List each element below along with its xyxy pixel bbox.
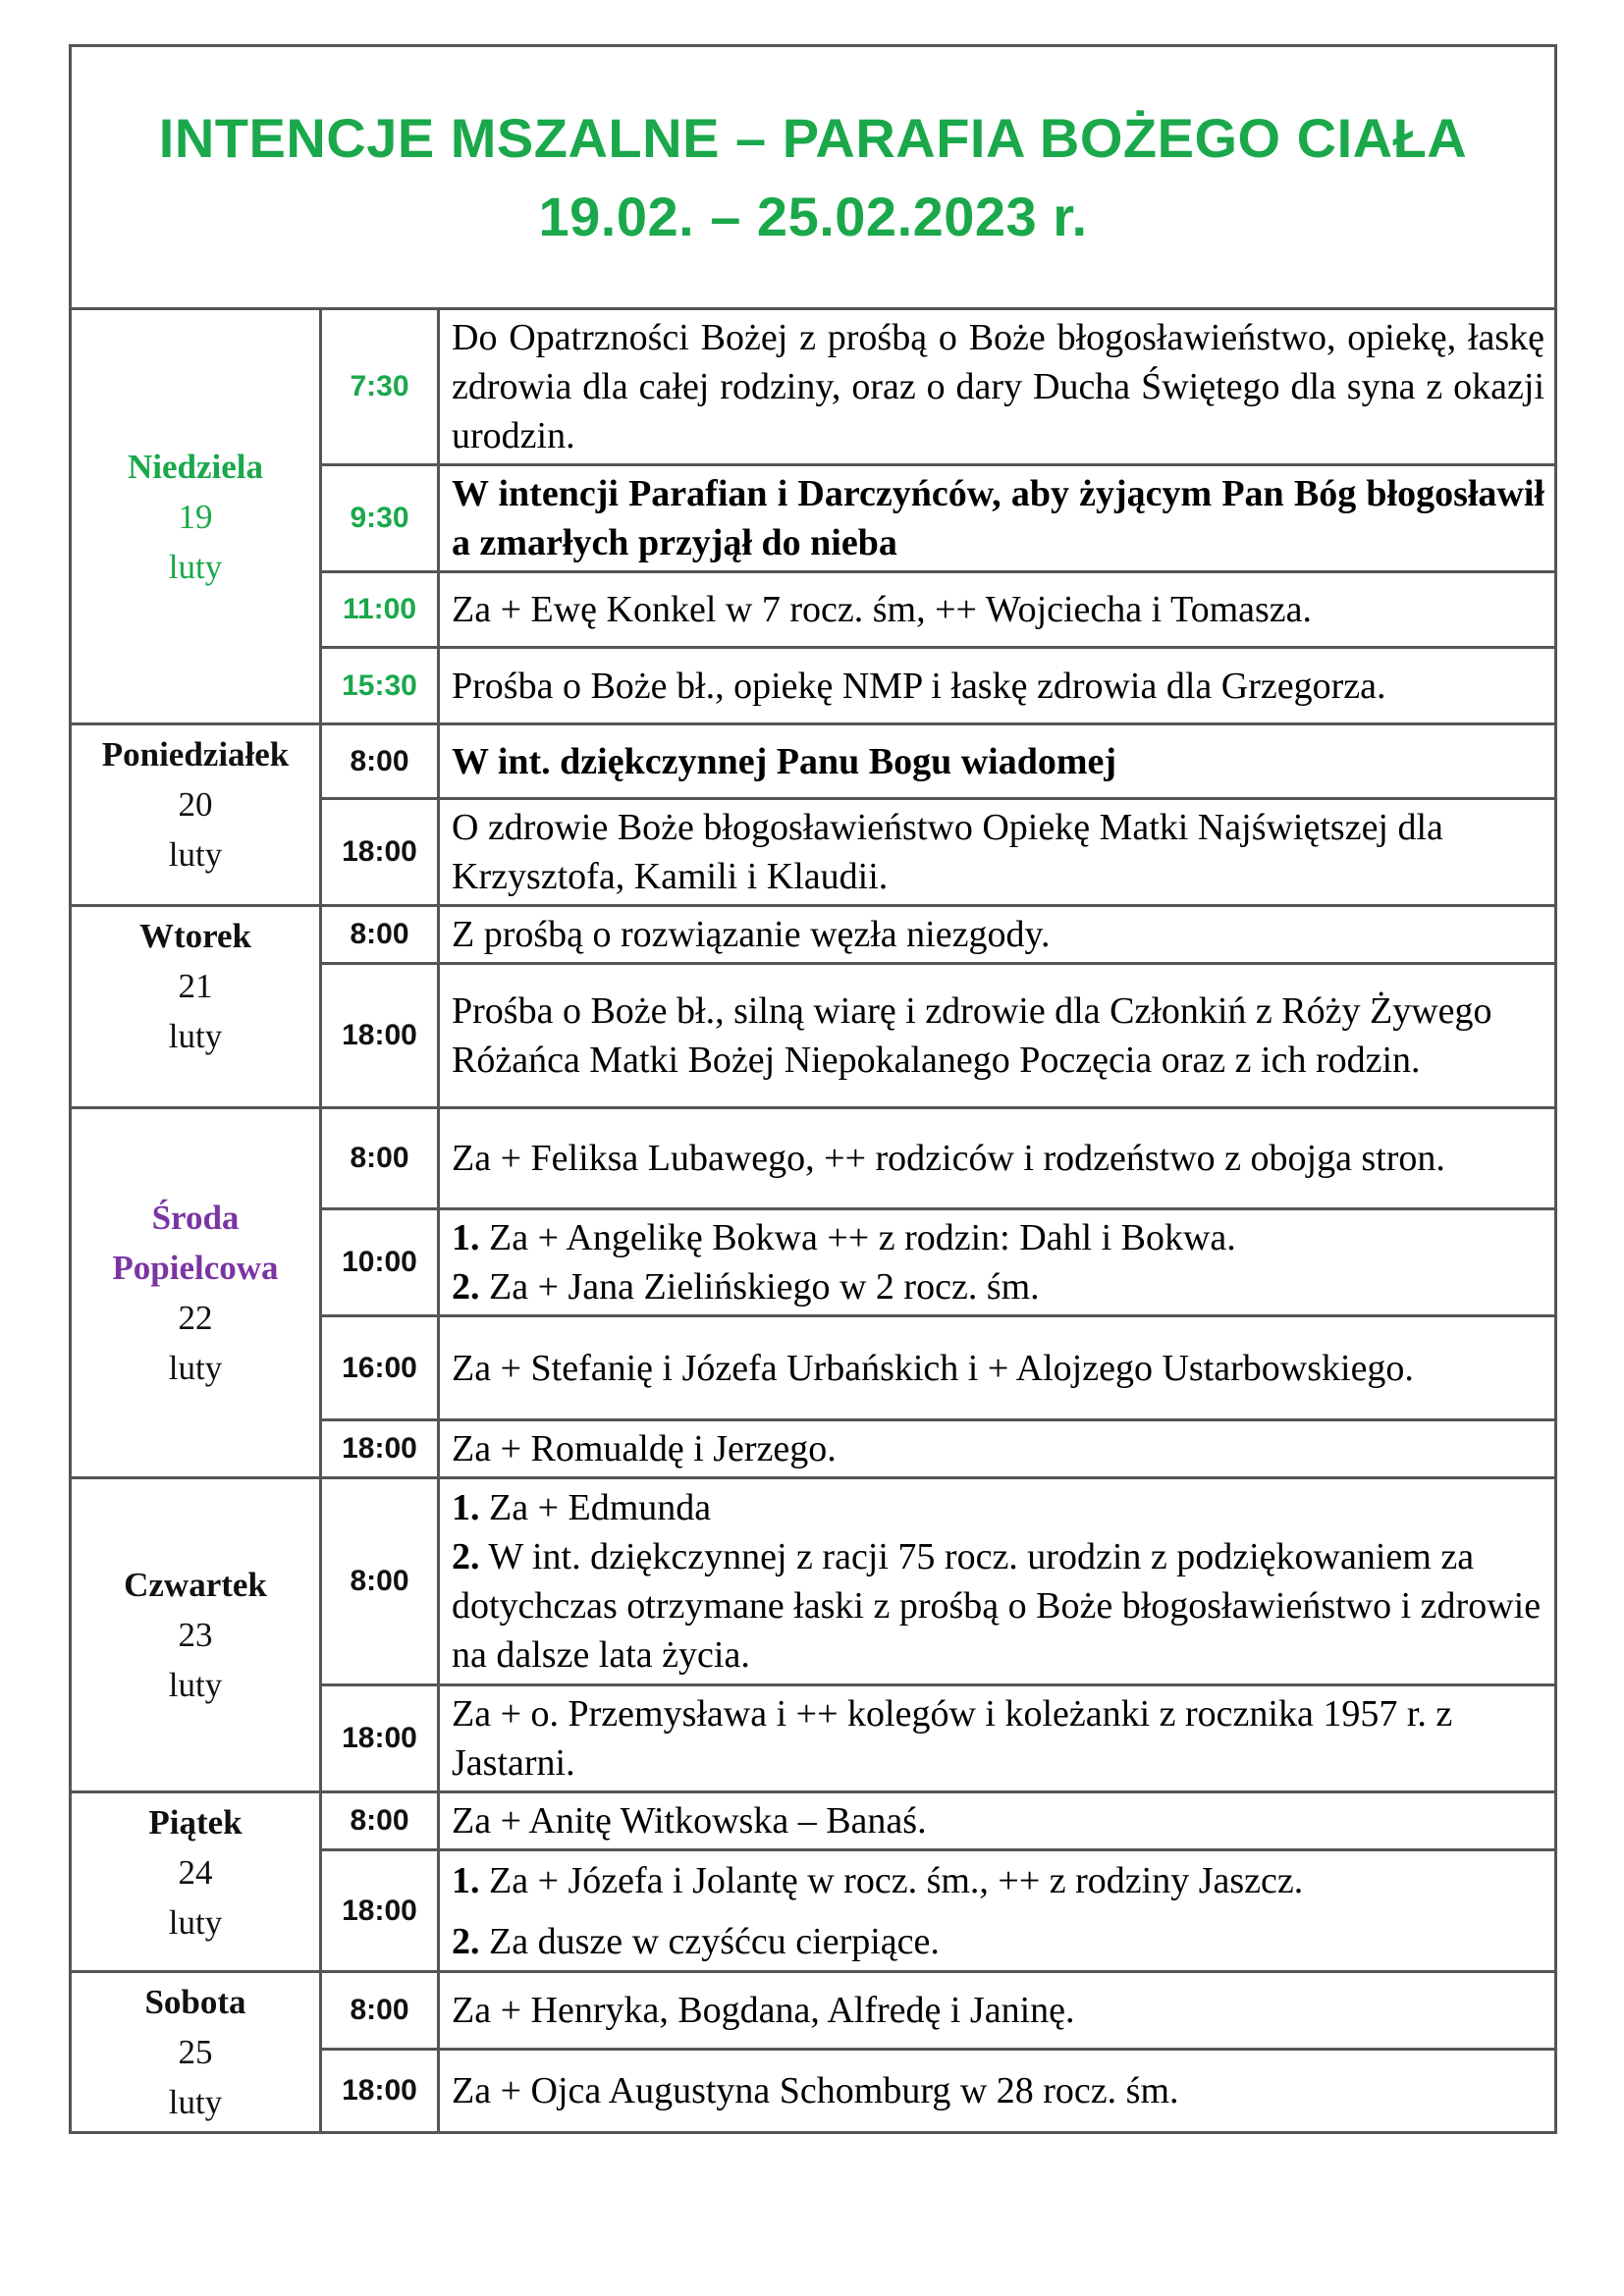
intention-text: Za + Jana Zielińskiego w 2 rocz. śm. — [479, 1266, 1040, 1308]
intention-line — [452, 585, 1544, 634]
intention-number: 1. — [452, 1217, 480, 1258]
day-name: Czwartek — [124, 1566, 267, 1604]
intention-line — [452, 987, 1544, 1085]
page-title: INTENCJE MSZALNE – PARAFIA BOŻEGO CIAŁA — [158, 106, 1468, 169]
day-month: luty — [168, 2083, 223, 2121]
intention-line — [452, 1986, 1544, 2035]
day-number: 23 — [178, 1616, 213, 1654]
intentions-sheet — [69, 44, 1557, 2134]
intention-text: Za + Stefanię i Józefa Urbańskich i + Alojzego Ustarbowskiego. — [452, 1347, 1414, 1389]
intention-line — [452, 1796, 1544, 1845]
day-month: luty — [168, 1903, 223, 1942]
intention-line — [452, 1262, 1544, 1311]
intention-text: W int. dziękczynnej Panu Bogu wiadomej — [452, 740, 1117, 782]
day-name: Poniedziałek — [101, 735, 290, 774]
intention-line — [452, 1134, 1544, 1183]
day-name: Niedziela — [127, 447, 264, 486]
mass-time: 8:00 — [321, 1792, 439, 1850]
mass-intention — [439, 1420, 1556, 1478]
intention-text: Za + Romualdę i Jerzego. — [452, 1428, 837, 1469]
date-range: 19.02. – 25.02.2023 r. — [538, 185, 1088, 247]
mass-intention — [439, 648, 1556, 724]
mass-intention — [439, 1478, 1556, 1685]
mass-time: 18:00 — [321, 799, 439, 906]
intention-text: Za + Ewę Konkel w 7 rocz. śm, ++ Wojciecha i Tomasza. — [452, 589, 1313, 630]
mass-row — [71, 1972, 1556, 2050]
day-number: 25 — [178, 2033, 213, 2071]
day-cell — [71, 906, 321, 1108]
mass-row — [71, 1108, 1556, 1209]
intention-text: Za + Angelikę Bokwa ++ z rodzin: Dahl i Bokwa. — [479, 1217, 1236, 1258]
day-number: 21 — [178, 967, 213, 1005]
intention-text: Za dusze w czyśćcu cierpiące. — [479, 1920, 940, 1962]
mass-row — [71, 1792, 1556, 1850]
intention-text: Prośba o Boże bł., opiekę NMP i łaskę zdrowia dla Grzegorza. — [452, 665, 1386, 707]
mass-intention — [439, 1972, 1556, 2050]
intention-line — [452, 1344, 1544, 1393]
intention-line — [452, 1532, 1544, 1680]
mass-time: 8:00 — [321, 724, 439, 799]
intention-number: 1. — [452, 1859, 480, 1901]
day-number: 22 — [178, 1299, 213, 1337]
intention-text: Za + Henryka, Bogdana, Alfredę i Janinę. — [452, 1990, 1075, 2032]
day-cell — [71, 724, 321, 906]
mass-row — [71, 309, 1556, 465]
day-name: Piątek — [148, 1803, 243, 1842]
intention-text: W int. dziękczynnej z racji 75 rocz. urodzin z podziękowaniem za dotychczas otrzymane łaski z prośbą o Boże błogosławieństwo i zdrowie na dalsze lata życia. — [452, 1536, 1542, 1676]
day-number: 19 — [178, 497, 213, 536]
mass-time: 7:30 — [321, 309, 439, 465]
day-cell — [71, 309, 321, 724]
mass-intention — [439, 1108, 1556, 1209]
intention-line — [452, 803, 1544, 901]
day-number: 24 — [178, 1853, 213, 1892]
mass-time: 16:00 — [321, 1316, 439, 1420]
mass-intention — [439, 799, 1556, 906]
mass-time: 18:00 — [321, 2050, 439, 2133]
mass-intention — [439, 465, 1556, 572]
intention-line — [452, 1689, 1544, 1788]
mass-intention — [439, 964, 1556, 1108]
title-box — [69, 44, 1557, 307]
mass-intention — [439, 1209, 1556, 1316]
intention-text: Za + o. Przemysława i ++ kolegów i koleżanki z rocznika 1957 r. z Jastarni. — [452, 1693, 1453, 1784]
intention-line — [452, 2066, 1544, 2115]
mass-time: 10:00 — [321, 1209, 439, 1316]
day-month: luty — [168, 1349, 223, 1387]
day-name: Sobota — [144, 1983, 246, 2021]
intention-text: Za + Feliksa Lubawego, ++ rodziców i rodzeństwo z obojga stron. — [452, 1138, 1445, 1179]
mass-row — [71, 906, 1556, 964]
intention-line — [452, 737, 1544, 786]
mass-intention — [439, 309, 1556, 465]
mass-intention — [439, 724, 1556, 799]
intention-text: Za + Józefa i Jolantę w rocz. śm., ++ z rodziny Jaszcz. — [479, 1859, 1304, 1901]
day-name: Środa — [151, 1199, 240, 1237]
mass-time: 11:00 — [321, 572, 439, 648]
mass-row — [71, 1478, 1556, 1685]
mass-intention — [439, 906, 1556, 964]
mass-time: 15:30 — [321, 648, 439, 724]
intention-number: 2. — [452, 1266, 480, 1308]
intention-number: 1. — [452, 1487, 480, 1528]
mass-time: 18:00 — [321, 1685, 439, 1792]
intention-text: O zdrowie Boże błogosławieństwo Opiekę Matki Najświętszej dla Krzysztofa, Kamili i Klaudii. — [452, 807, 1443, 897]
intention-text: Do Opatrzności Bożej z prośbą o Boże błogosławieństwo, opiekę, łaskę zdrowia dla całej rodziny, oraz o dary Ducha Świętego dla syna z okazji urodzin. — [452, 317, 1544, 456]
mass-time: 8:00 — [321, 906, 439, 964]
intention-line — [452, 313, 1544, 460]
day-cell — [71, 1972, 321, 2133]
mass-row — [71, 724, 1556, 799]
intention-line — [452, 662, 1544, 711]
intention-text: Za + Ojca Augustyna Schomburg w 28 rocz. śm. — [452, 2070, 1179, 2112]
intention-line — [452, 1856, 1544, 1905]
day-cell — [71, 1792, 321, 1972]
day-name-line2: Popielcowa — [112, 1249, 279, 1287]
mass-intention — [439, 2050, 1556, 2133]
intention-line — [452, 1917, 1544, 1966]
mass-time: 18:00 — [321, 1850, 439, 1972]
intention-line — [452, 469, 1544, 567]
mass-intention — [439, 1850, 1556, 1972]
intention-number: 2. — [452, 1536, 480, 1577]
day-cell — [71, 1478, 321, 1792]
intention-text: Za + Edmunda — [479, 1487, 712, 1528]
day-cell — [71, 1108, 321, 1478]
mass-time: 18:00 — [321, 1420, 439, 1478]
intention-text: Za + Anitę Witkowska – Banaś. — [452, 1800, 927, 1842]
mass-time: 8:00 — [321, 1108, 439, 1209]
intention-line — [452, 1424, 1544, 1473]
intention-text: W intencji Parafian i Darczyńców, aby żyjącym Pan Bóg błogosławił a zmarłych przyjął do nieba — [452, 473, 1544, 563]
intention-line — [452, 1483, 1544, 1532]
day-number: 20 — [178, 785, 213, 824]
mass-intention — [439, 572, 1556, 648]
mass-intention — [439, 1316, 1556, 1420]
mass-time: 9:30 — [321, 465, 439, 572]
intention-text: Prośba o Boże bł., silną wiarę i zdrowie dla Członkiń z Róży Żywego Różańca Matki Bożej Niepokalanego Poczęcia oraz z ich rodzin. — [452, 990, 1492, 1081]
intention-line — [452, 1213, 1544, 1262]
day-month: luty — [168, 547, 223, 586]
day-month: luty — [168, 835, 223, 874]
mass-intention — [439, 1685, 1556, 1792]
intention-number: 2. — [452, 1920, 480, 1962]
mass-time: 8:00 — [321, 1478, 439, 1685]
mass-time: 8:00 — [321, 1972, 439, 2050]
intention-line — [452, 910, 1544, 959]
day-month: luty — [168, 1666, 223, 1704]
intention-text: Z prośbą o rozwiązanie węzła niezgody. — [452, 914, 1051, 955]
day-month: luty — [168, 1017, 223, 1055]
mass-time: 18:00 — [321, 964, 439, 1108]
schedule-table — [69, 307, 1557, 2134]
mass-intention — [439, 1792, 1556, 1850]
day-name: Wtorek — [138, 917, 252, 955]
